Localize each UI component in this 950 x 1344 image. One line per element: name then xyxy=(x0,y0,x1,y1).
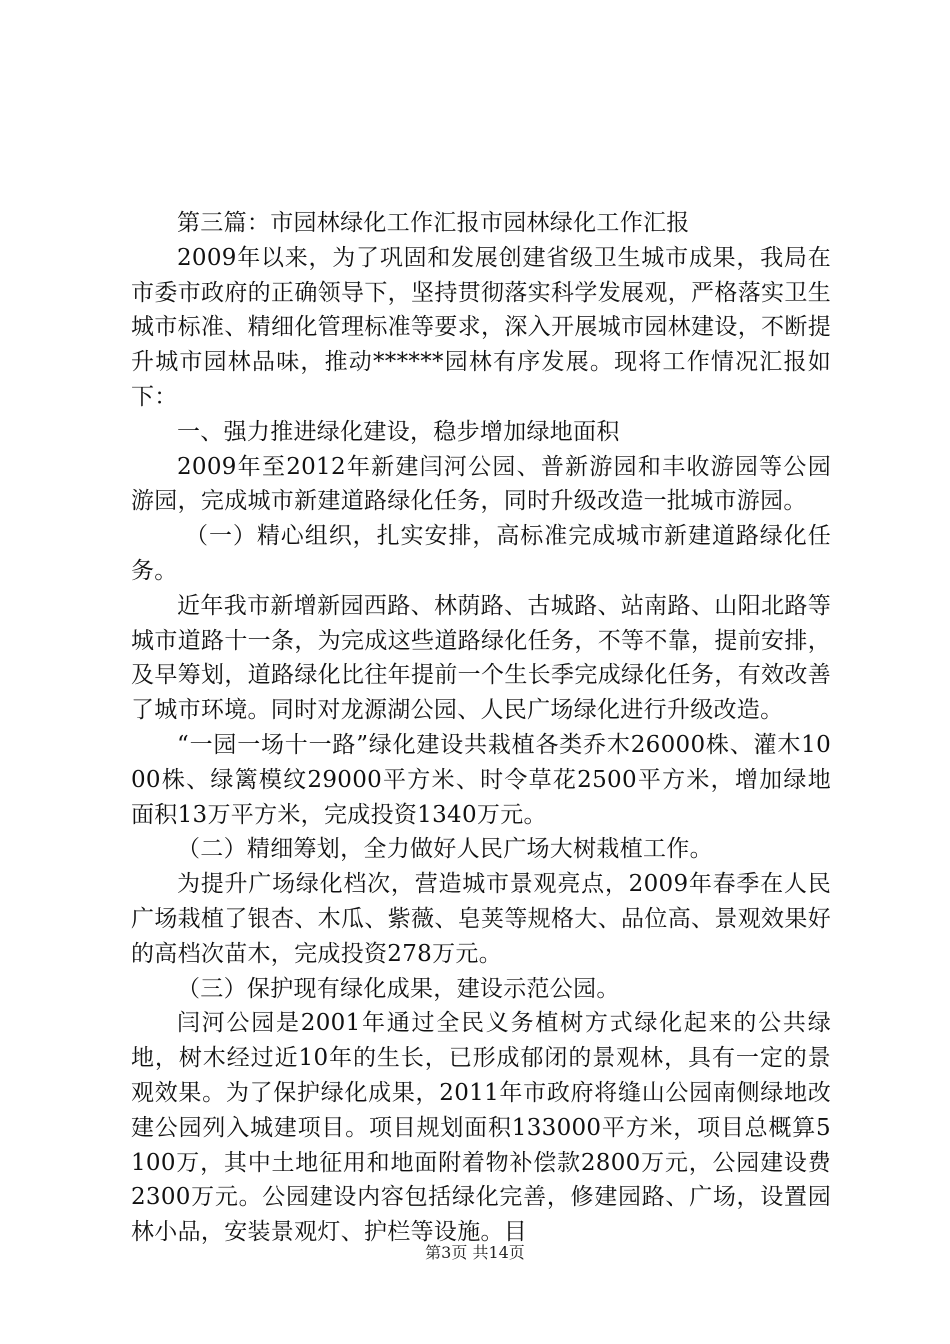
subsection-heading-1: （一）精心组织，扎实安排，高标准完成城市新建道路绿化任务。 xyxy=(131,523,831,584)
paragraph-park: 闫河公园是2001年通过全民义务植树方式绿化起来的公共绿地，树木经过近10年的生长，已形成郁闭的景观林，具有一定的景观效果。为了保护绿化成果，2011年市政府将缝山公园南侧绿地改建公园列入城建项目。项目规划面积133000平方米，项目总概算5100万，其中土地征用和地面附着物补偿款2800万元，公园建设费2300万元。公园建设内容包括绿化完善，修建园路、广场，设置园林小品，安装景观灯、护栏等设施。目 xyxy=(131,1010,831,1246)
section-heading-1: 一、强力推进绿化建设，稳步增加绿地面积 xyxy=(177,418,620,445)
paragraph-roads: 近年我市新增新园西路、林荫路、古城路、站南路、山阳北路等城市道路十一条，为完成这些道路绿化任务，不等不靠，提前安排，及早筹划，道路绿化比往年提前一个生长季完成绿化任务，有效改善了城市环境。同时对龙源湖公园、人民广场绿化进行升级改造。 xyxy=(131,592,831,724)
subsection-heading-2: （二）精细筹划，全力做好人民广场大树栽植工作。 xyxy=(177,836,713,863)
page-number: 第3页 共14页 xyxy=(425,1243,525,1262)
document-title: 第三篇：市园林绿化工作汇报市园林绿化工作汇报 xyxy=(177,210,690,236)
document-body xyxy=(131,206,831,1250)
paragraph-square: 为提升广场绿化档次，营造城市景观亮点，2009年春季在人民广场栽植了银杏、木瓜、紫薇、皂荚等规格大、品位高、景观效果好的高档次苗木，完成投资278万元。 xyxy=(131,871,831,967)
paragraph-overview: 2009年至2012年新建闫河公园、普新游园和丰收游园等公园游园，完成城市新建道路绿化任务，同时升级改造一批城市游园。 xyxy=(131,453,831,515)
subsection-heading-3: （三）保护现有绿化成果，建设示范公园。 xyxy=(177,975,620,1002)
paragraph-intro: 2009年以来，为了巩固和发展创建省级卫生城市成果，我局在市委市政府的正确领导下，坚持贯彻落实科学发展观，严格落实卫生城市标准、精细化管理标准等要求，深入开展城市园林建设，不断提升城市园林品味，推动******园林有序发展。现将工作情况汇报如下： xyxy=(131,244,831,410)
page-footer xyxy=(0,1240,950,1263)
paragraph-totals: “一园一场十一路”绿化建设共栽植各类乔木26000株、灌木1000株、绿篱模纹29000平方米、时令草花2500平方米，增加绿地面积13万平方米，完成投资1340万元。 xyxy=(131,731,831,828)
